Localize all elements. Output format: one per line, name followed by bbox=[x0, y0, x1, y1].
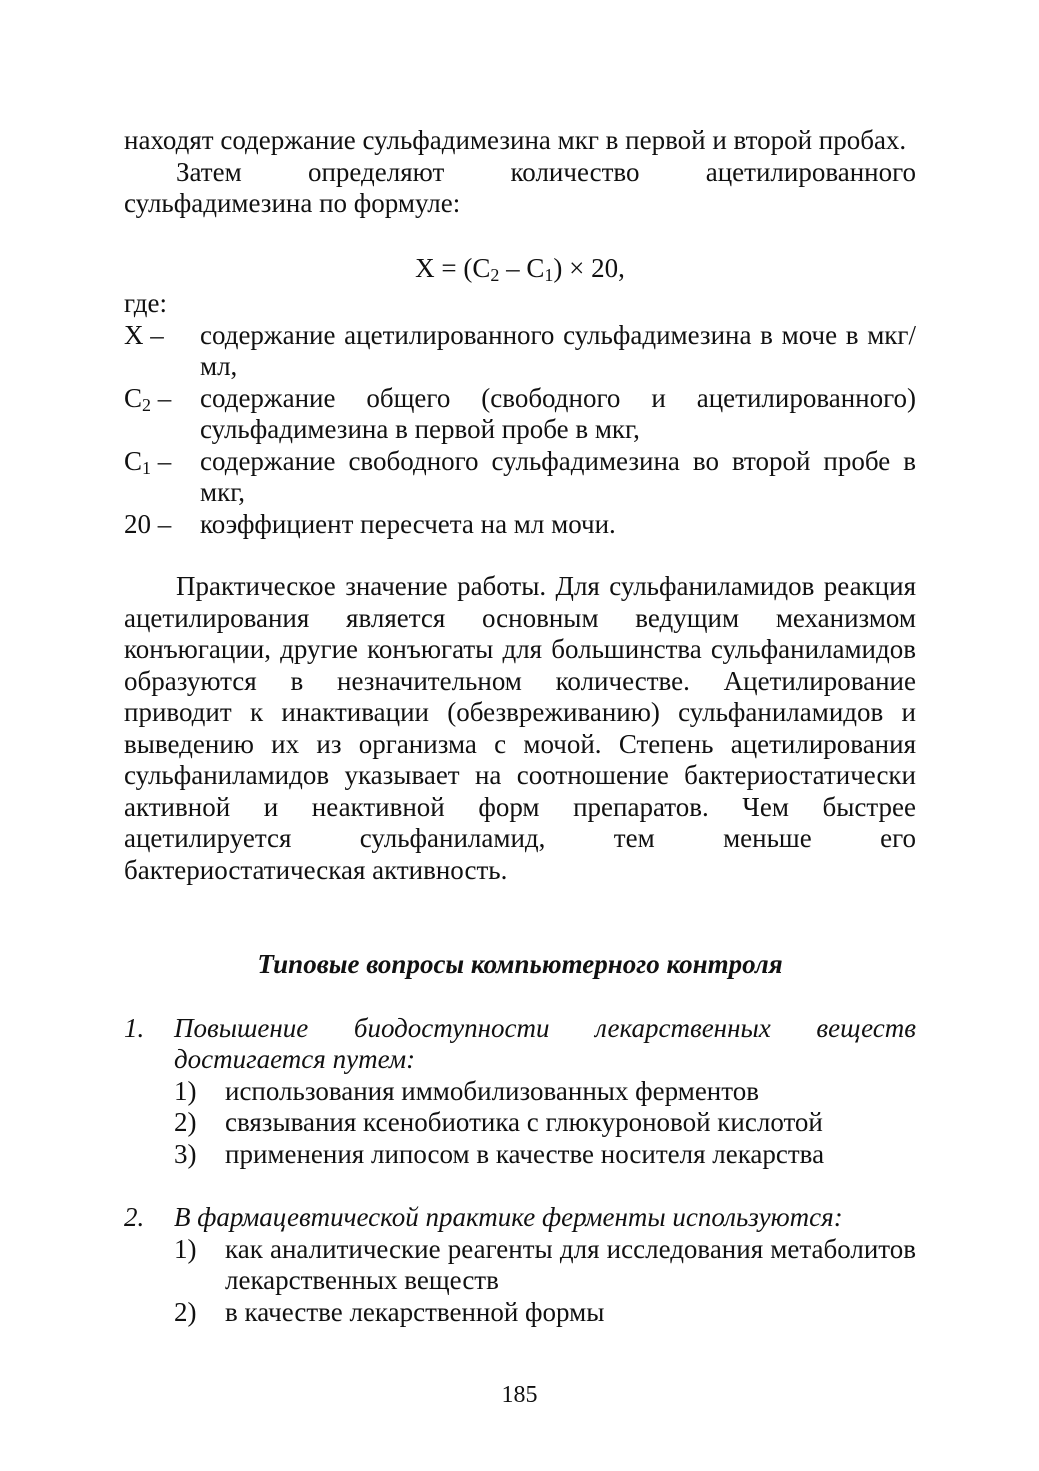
definition-term-symbol: C bbox=[124, 445, 143, 476]
option-number: 1) bbox=[174, 1233, 197, 1264]
definition-text: коэффициент пересчета на мл мочи. bbox=[200, 508, 616, 539]
option-number: 2) bbox=[174, 1107, 197, 1137]
option-text: использования иммобилизованных ферментов bbox=[225, 1075, 759, 1106]
definition-term bbox=[124, 446, 200, 478]
formula-sub-2: 2 bbox=[490, 264, 500, 285]
formula-rhs: ) × 20, bbox=[553, 252, 625, 283]
definition-item bbox=[124, 446, 916, 509]
formula-mid: – C bbox=[499, 252, 545, 283]
paragraph-samples-content: находят содержание сульфадимезина мкг в первой и второй пробах. bbox=[124, 125, 907, 155]
paragraph-practical-significance: Практическое значение работы. Для сульфаниламидов реакция ацетилирования является основным ведущим механизмом конъюгации, другие конъюгаты для большинства сульфаниламидов образуются в незначительном количестве. Ацетилирование приводит к инактивации (обезвреживанию) сульфаниламидов и выведению их из организма с мочой. Степень ацетилирования сульфаниламидов указывает на соотношение бактериостатически активной и неактивной форм препаратов. Чем быстрее ацетилируется сульфаниламид, тем меньше его бактериостатическая активность. bbox=[124, 571, 916, 885]
definition-term bbox=[124, 383, 200, 415]
definition-item bbox=[124, 509, 916, 541]
definitions-list bbox=[124, 320, 916, 541]
option-text: связывания ксенобиотика с глюкуроновой кислотой bbox=[225, 1107, 823, 1137]
definition-term-symbol: 20 – bbox=[124, 508, 172, 539]
answer-option bbox=[174, 1139, 916, 1171]
option-number: 3) bbox=[174, 1138, 197, 1169]
definition-term-dash: – bbox=[151, 382, 172, 413]
question-stem bbox=[124, 1013, 916, 1076]
option-text: применения липосом в качестве носителя лекарства bbox=[225, 1138, 825, 1169]
question-number: 2. bbox=[124, 1202, 145, 1232]
definition-item bbox=[124, 383, 916, 446]
definition-term-sub: 2 bbox=[142, 394, 152, 415]
answer-option bbox=[174, 1076, 916, 1108]
question-2 bbox=[124, 1202, 916, 1328]
option-number: 1) bbox=[174, 1075, 197, 1106]
answer-option bbox=[174, 1297, 916, 1329]
question-text: В фармацевтической практике ферменты используются: bbox=[174, 1202, 843, 1232]
option-number: 2) bbox=[174, 1296, 197, 1327]
page-number: 185 bbox=[501, 1382, 538, 1408]
option-text: как аналитические реагенты для исследования метаболитов лекарственных веществ bbox=[225, 1233, 916, 1295]
question-1 bbox=[124, 1013, 916, 1171]
definition-text: содержание свободного сульфадимезина во второй пробе в мкг, bbox=[200, 445, 916, 507]
definition-item bbox=[124, 320, 916, 383]
definition-term-sub: 1 bbox=[142, 457, 152, 478]
question-text: Повышение биодоступности лекарственных веществ достигается путем: bbox=[174, 1012, 916, 1074]
where-label: где: bbox=[124, 288, 167, 318]
definition-term-dash: – bbox=[151, 445, 172, 476]
definition-text: содержание общего (свободного и ацетилированного) сульфадимезина в первой пробе в мкг, bbox=[200, 382, 916, 444]
answer-option bbox=[174, 1107, 916, 1139]
question-number: 1. bbox=[124, 1012, 145, 1043]
answer-option bbox=[174, 1234, 916, 1297]
question-stem bbox=[124, 1202, 916, 1234]
formula-sub-1: 1 bbox=[544, 264, 554, 285]
definition-term-symbol: X – bbox=[124, 319, 164, 350]
paragraph-formula-intro: Затем определяют количество ацетилированного сульфадимезина по формуле: bbox=[124, 156, 916, 218]
option-text: в качестве лекарственной формы bbox=[225, 1296, 605, 1327]
definition-text: содержание ацетилированного сульфадимезина в моче в мкг/мл, bbox=[200, 319, 916, 381]
formula-lhs: X = (C bbox=[415, 252, 491, 283]
section-title: Типовые вопросы компьютерного контроля bbox=[257, 949, 783, 979]
definition-term bbox=[124, 509, 200, 541]
page-content bbox=[124, 125, 916, 1328]
formula bbox=[124, 253, 916, 285]
definition-term bbox=[124, 320, 200, 352]
definition-term-symbol: C bbox=[124, 382, 143, 413]
